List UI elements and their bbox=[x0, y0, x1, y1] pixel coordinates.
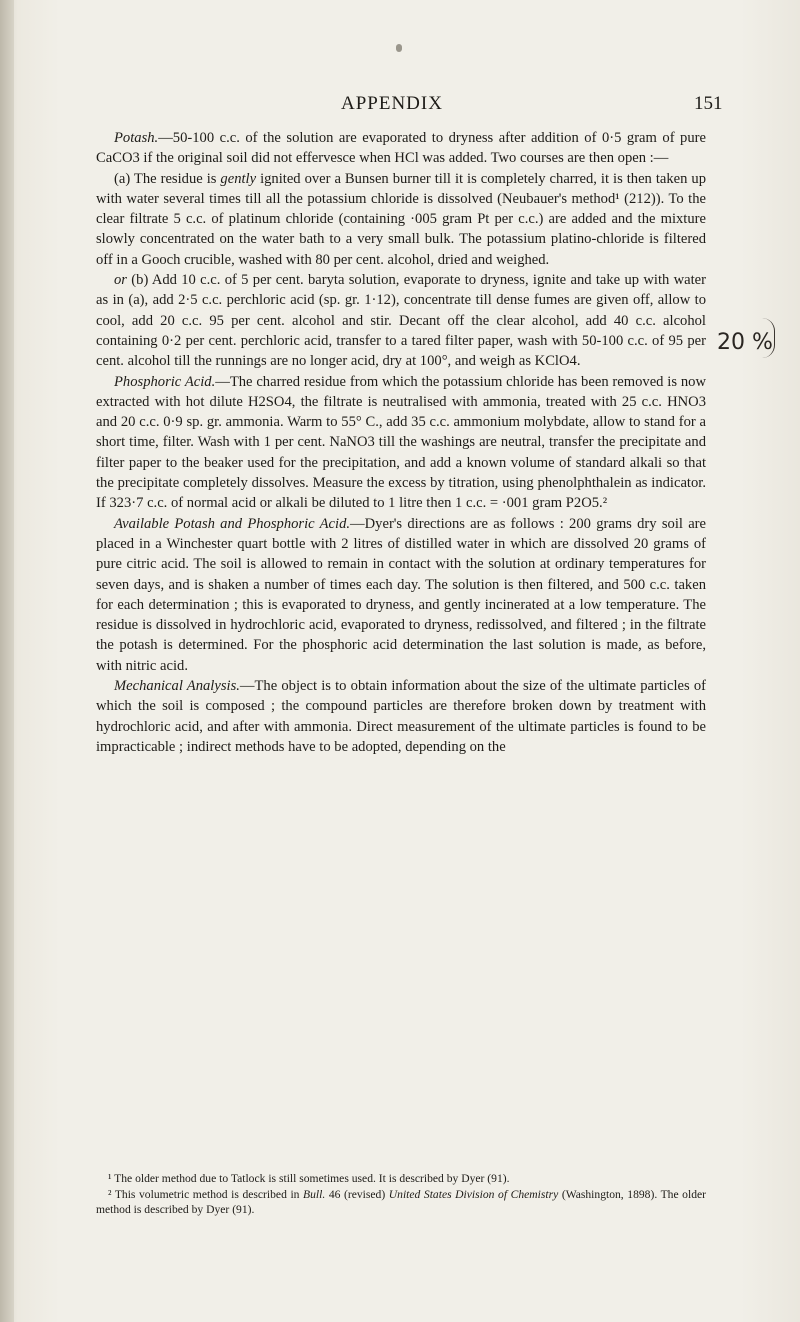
handwritten-annotation: 20 % bbox=[717, 330, 773, 355]
mechanical-text: —The object is to obtain information about the size of the ultimate particles of which the soil is composed ; the compound particles are therefore broken down by treatment with hydrochloric acid, and after with ammonia. Direct measurement of the ultimate particles is found to be impracticable ; indirect methods have to be adopted, depending on the bbox=[96, 678, 706, 755]
footnote-2-division: United States Division of Chemistry bbox=[388, 1187, 559, 1201]
option-a-pre: The residue is bbox=[130, 170, 221, 187]
footnote-2 bbox=[96, 1187, 706, 1218]
heading-phosphoric: Phosphoric Acid. bbox=[114, 373, 216, 390]
option-a-gently: gently bbox=[220, 170, 257, 187]
page-number: 151 bbox=[694, 93, 723, 114]
body-text bbox=[96, 128, 706, 757]
option-b-label: (b) bbox=[131, 272, 149, 289]
punch-mark bbox=[396, 44, 402, 52]
binding-edge bbox=[0, 0, 14, 1322]
paragraph-potash bbox=[96, 128, 706, 169]
footnote-2-post: (Washington, 1898). The older method is described by Dyer (91). bbox=[96, 1187, 706, 1217]
phosphoric-text: —The charred residue from which the potassium chloride has been removed is now extracted with hot dilute H2SO4, the filtrate is neutralised with ammonia, treated with 25 c.c. HNO3 and 20 c.c. 0·9 sp. gr. ammonia. Warm to 55° C., add 35 c.c. ammonium molybdate, allow to stand for a short time, filter. Wash with 1 per cent. NaNO3 till the washings are neutral, transfer the precipitate and filter paper to the beaker used for the precipitation, and add a known volume of standard alkali so that the precipitate completely dissolves. Measure the excess by titration, using phenolphthalein as indicator. If 323·7 c.c. of normal acid or alkali be diluted to 1 litre then 1 c.c. = ·001 gram P2O5.² bbox=[96, 373, 706, 512]
handwritten-bracket bbox=[762, 318, 775, 358]
potash-intro-text: —50-100 c.c. of the solution are evaporated to dryness after addition of 0·5 gram of pure CaCO3 if the original soil did not effervesce when HCl was added. Two courses are then open :— bbox=[96, 130, 706, 167]
option-b-or: or bbox=[114, 272, 127, 289]
available-text: —Dyer's directions are as follows : 200 grams dry soil are placed in a Winchester quart bottle with 2 litres of distilled water in which are dissolved 20 grams of pure citric acid. The soil is allowed to remain in contact with the solution at ordinary temperatures for seven days, and is shaken a number of times each day. The solution is then filtered, and 500 c.c. taken for each determination ; this is evaporated to dryness, and gently incinerated at a low temperature. The residue is dissolved in hydrochloric acid, evaporated to dryness, redissolved, and filtered ; in the filtrate the potash is determined. For the phosphoric acid determination the last solution is made, as before, with nitric acid. bbox=[96, 515, 707, 674]
option-a-text: ignited over a Bunsen burner till it is completely charred, it is then taken up with water several times till all the potassium chloride is dissolved (Neubauer's method¹ (212)). To the clear filtrate 5 c.c. of platinum chloride (containing ·005 gram Pt per c.c.) are added and the mixture slowly concentrated on the water bath to a very small bulk. The potassium platino-chloride is filtered off in a Gooch crucible, washed with 80 per cent. alcohol, dried and weighed. bbox=[96, 170, 706, 268]
running-head: APPENDIX bbox=[341, 93, 443, 114]
footnote-2-bull: Bull. bbox=[303, 1187, 326, 1201]
paragraph-option-a bbox=[96, 169, 706, 270]
page-header bbox=[0, 93, 800, 117]
footnotes bbox=[96, 1171, 706, 1218]
option-a-label: (a) bbox=[114, 170, 131, 187]
paragraph-mechanical bbox=[96, 676, 706, 757]
paragraph-available bbox=[96, 514, 706, 676]
footnote-2-pre: ² This volumetric method is described in bbox=[108, 1187, 304, 1201]
paragraph-option-b bbox=[96, 270, 706, 371]
paragraph-phosphoric bbox=[96, 372, 706, 514]
footnote-2-mid: 46 (revised) bbox=[325, 1187, 389, 1201]
heading-available: Available Potash and Phosphoric Acid. bbox=[114, 515, 351, 532]
heading-mechanical: Mechanical Analysis. bbox=[114, 678, 240, 695]
footnote-1: ¹ The older method due to Tatlock is still sometimes used. It is described by Dyer (91). bbox=[108, 1172, 510, 1185]
heading-potash: Potash. bbox=[114, 130, 159, 146]
option-b-text: Add 10 c.c. of 5 per cent. baryta solution, evaporate to dryness, ignite and take up with water as in (a), add 2·5 c.c. perchloric acid (sp. gr. 1·12), concentrate till dense fumes are given off, allow to cool, add 20 c.c. 95 per cent. alcohol and stir. Decant off the clear alcohol, add 40 c.c. alcohol containing 0·2 per cent. perchloric acid, transfer to a tared filter paper, wash with 50-100 c.c. of 95 per cent. alcohol till the runnings are no longer acid, dry at 100°, and weigh as KClO4. bbox=[96, 272, 707, 370]
